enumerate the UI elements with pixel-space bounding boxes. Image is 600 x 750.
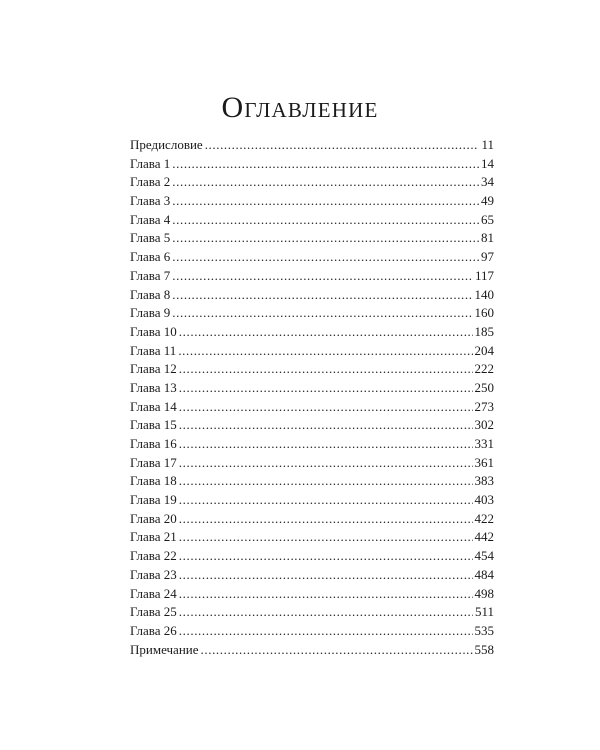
toc-entry-page-number: 81: [481, 230, 494, 246]
dot-leader: [179, 398, 473, 417]
toc-entry-label: Глава 25: [130, 604, 177, 620]
toc-entry: [130, 566, 494, 585]
dot-leader: [179, 566, 473, 585]
toc-entry: [130, 528, 494, 547]
dot-leader: [172, 304, 472, 323]
dot-leader: [205, 136, 480, 155]
toc-entry-page-number: 117: [474, 267, 494, 283]
toc-entry-label: Примечание: [130, 641, 199, 657]
toc-entry: [130, 342, 494, 361]
toc-entry-label: Глава 5: [130, 230, 171, 246]
toc-entry-page-number: 331: [474, 436, 494, 451]
toc-entry: [130, 585, 494, 604]
toc-entry: [130, 379, 494, 398]
dot-leader: [179, 323, 473, 342]
toc-entry: [130, 472, 494, 491]
toc-entry-page-number: 454: [474, 548, 494, 564]
toc-entry-label: Глава 18: [130, 473, 177, 489]
toc-entry-label: Предисловие: [130, 137, 203, 152]
toc-entry-label: Глава 19: [130, 492, 177, 508]
toc-entry-label: Глава 24: [130, 585, 177, 601]
toc-entry: [130, 248, 494, 267]
toc-entry-label: Глава 23: [130, 566, 177, 582]
dot-leader: [172, 229, 479, 248]
toc-entry: [130, 510, 494, 529]
toc-entry: [130, 286, 494, 305]
toc-entry-label: Глава 1: [130, 155, 171, 171]
dot-leader: [179, 547, 473, 566]
dot-leader: [172, 192, 479, 211]
toc-entry: [130, 398, 494, 417]
toc-entry-page-number: 535: [474, 622, 494, 638]
toc-entry: [130, 547, 494, 566]
toc-entry-page-number: 558: [474, 641, 494, 657]
toc-entry: [130, 211, 494, 230]
toc-entry-label: Глава 10: [130, 323, 177, 339]
toc-entry-label: Глава 4: [130, 211, 171, 227]
toc-entry-label: Глава 16: [130, 436, 177, 451]
toc-entry: [130, 491, 494, 510]
toc-entry-label: Глава 21: [130, 529, 177, 545]
toc-entry-page-number: 273: [474, 398, 494, 414]
toc-entry: [130, 416, 494, 435]
toc-entry-page-number: 498: [474, 585, 494, 601]
toc-entry: [130, 173, 494, 192]
toc-entry-page-number: 361: [474, 454, 494, 470]
dot-leader: [172, 248, 479, 267]
toc-entry-label: Глава 6: [130, 249, 171, 265]
dot-leader: [179, 510, 473, 529]
dot-leader: [179, 491, 473, 510]
toc-entry-page-number: 511: [474, 604, 494, 620]
toc-entry-label: Глава 13: [130, 379, 177, 395]
dot-leader: [178, 342, 472, 361]
toc-entry-page-number: 49: [481, 193, 494, 209]
toc-entry-label: Глава 20: [130, 510, 177, 526]
toc-entry-page-number: 97: [481, 249, 494, 265]
dot-leader: [179, 435, 473, 454]
dot-leader: [172, 173, 479, 192]
toc-entry-label: Глава 2: [130, 174, 171, 190]
dot-leader: [179, 472, 473, 491]
toc-entry: [130, 155, 494, 174]
toc-entry-page-number: 383: [474, 473, 494, 489]
toc-entry-label: Глава 12: [130, 361, 177, 377]
toc-entry-label: Глава 9: [130, 305, 171, 321]
toc-entry-page-number: 34: [481, 174, 494, 190]
page-title: Оглавление: [221, 91, 379, 124]
toc-entry: [130, 267, 494, 286]
toc-entry-label: Глава 17: [130, 454, 177, 470]
toc-entry-page-number: 204: [474, 342, 494, 358]
toc-entry: [130, 192, 494, 211]
toc-entry-page-number: 185: [474, 323, 494, 339]
toc-entry-label: Глава 11: [130, 342, 177, 358]
toc-entry-page-number: 484: [474, 566, 494, 582]
toc-entry-label: Глава 15: [130, 417, 177, 433]
toc-entry-label: Глава 7: [130, 267, 171, 283]
toc-entry: [130, 622, 494, 641]
dot-leader: [179, 454, 473, 473]
dot-leader: [179, 360, 473, 379]
toc-entry-page-number: 222: [474, 361, 494, 377]
toc-entry: [130, 435, 494, 454]
toc-entry-label: Глава 22: [130, 548, 177, 564]
dot-leader: [172, 286, 472, 305]
toc-entry-label: Глава 3: [130, 193, 171, 209]
toc-entry-page-number: 160: [474, 305, 494, 321]
toc-entry-page-number: 403: [474, 492, 494, 508]
toc-entry-page-number: 250: [474, 379, 494, 395]
toc-entry-page-number: 11: [481, 137, 494, 152]
toc-entry: [130, 136, 494, 155]
toc-entry: [130, 323, 494, 342]
dot-leader: [179, 528, 473, 547]
toc-entry: [130, 454, 494, 473]
toc-entry-page-number: 140: [474, 286, 494, 302]
toc-entry-page-number: 14: [481, 155, 494, 171]
dot-leader: [179, 379, 473, 398]
toc-entry: [130, 304, 494, 323]
dot-leader: [179, 416, 473, 435]
toc-entry-page-number: 65: [481, 211, 494, 227]
dot-leader: [172, 155, 479, 174]
toc-entry-page-number: 422: [474, 510, 494, 526]
toc-entry: [130, 229, 494, 248]
dot-leader: [201, 641, 473, 660]
dot-leader: [179, 622, 473, 641]
dot-leader: [179, 585, 473, 604]
dot-leader: [172, 211, 479, 230]
toc-entry-page-number: 442: [474, 529, 494, 545]
dot-leader: [179, 603, 473, 622]
dot-leader: [172, 267, 473, 286]
table-of-contents: [130, 136, 494, 659]
toc-entry-page-number: 302: [474, 417, 494, 433]
toc-entry: [130, 360, 494, 379]
toc-entry-label: Глава 26: [130, 622, 177, 638]
toc-entry: [130, 641, 494, 660]
toc-entry-label: Глава 8: [130, 286, 171, 302]
toc-entry: [130, 603, 494, 622]
toc-entry-label: Глава 14: [130, 398, 177, 414]
